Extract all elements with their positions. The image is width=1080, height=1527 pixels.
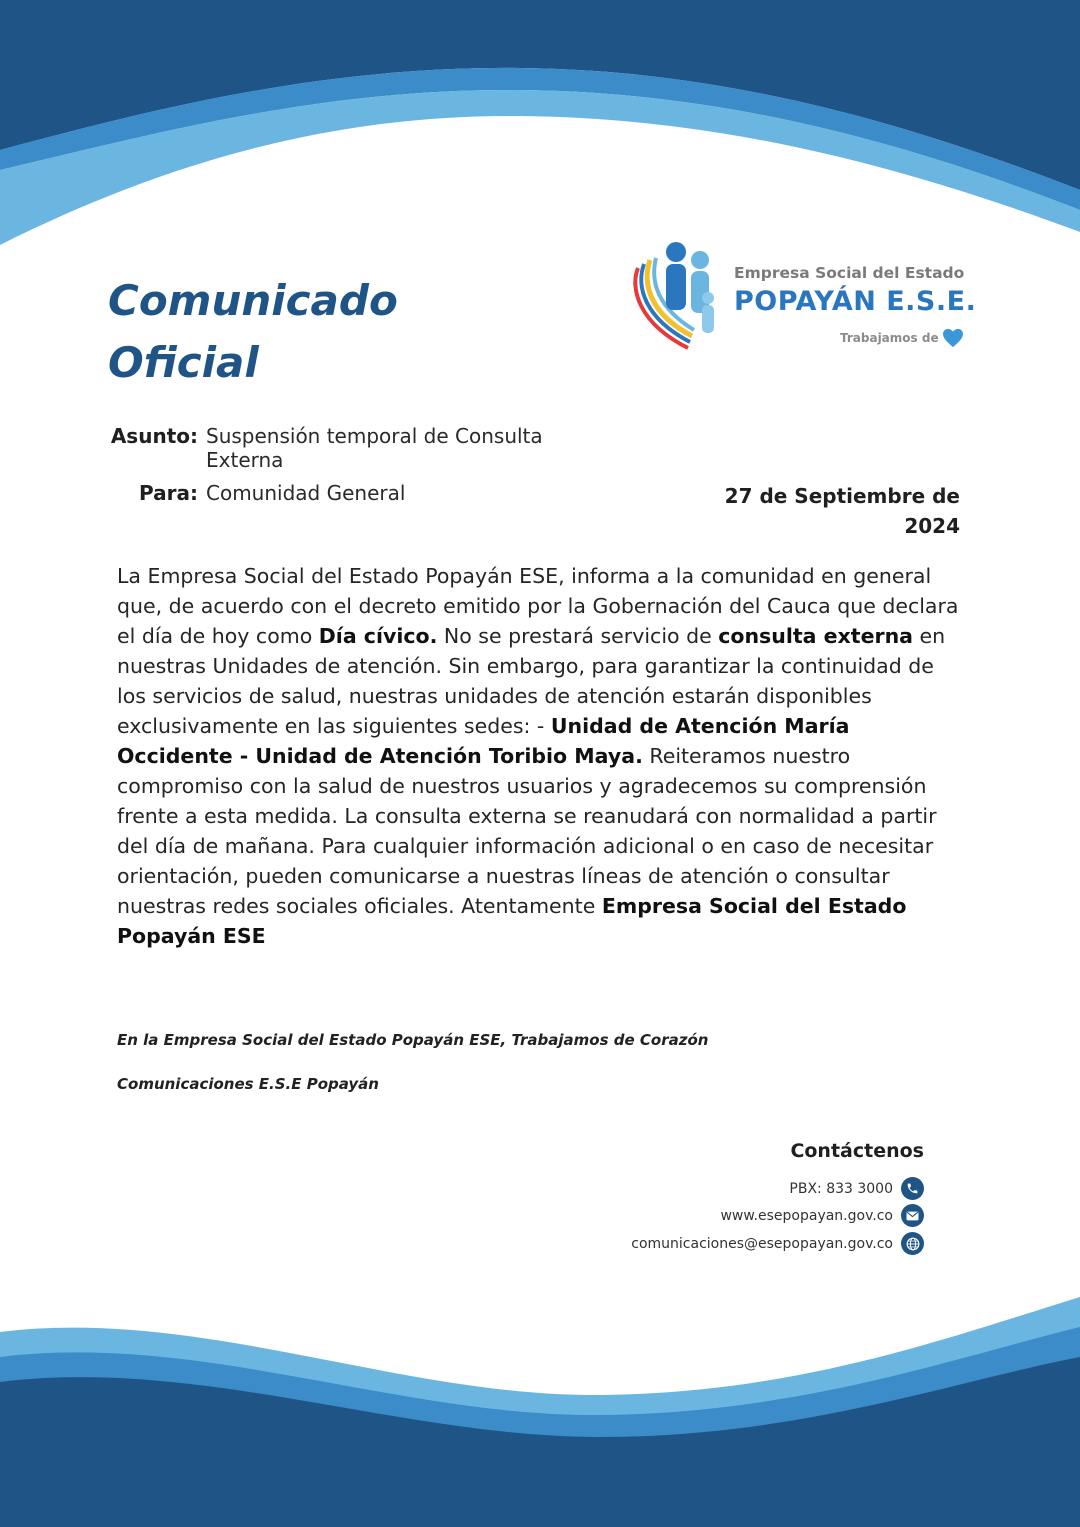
phone-icon [901, 1177, 924, 1200]
globe-icon [901, 1232, 924, 1255]
body-text-4: Reiteramos nuestro compromiso con la salud de nuestros usuarios y agradecemos su comprensión frente a esta medida. La consulta externa se reanudará con normalidad a partir del día de mañana. Para cualquier información adicional o en caso de necesitar orientación, pueden comunicarse a nuestras líneas de atención o consultar nuestras redes sociales oficiales. Atentamente [117, 744, 937, 918]
contact-phone-text: PBX: 833 3000 [789, 1180, 893, 1197]
body-bold-2: consulta externa [718, 624, 914, 648]
subject-value: Suspensión temporal de Consulta Externa [206, 424, 543, 472]
top-wave-decoration [0, 0, 1080, 260]
closing-signature: Comunicaciones E.S.E Popayán [117, 1075, 379, 1093]
body-paragraph [117, 561, 967, 951]
subject-label: Asunto: [110, 424, 198, 448]
body-bold-1: Día cívico. [318, 624, 438, 648]
heart-icon [942, 328, 964, 348]
recipient-row [108, 481, 586, 505]
contact-web-text: www.esepopayan.gov.co [720, 1207, 893, 1224]
closing-slogan: En la Empresa Social del Estado Popayán ESE, Trabajamos de Corazón [117, 1031, 709, 1049]
organization-logo [628, 238, 977, 358]
title-line-2: Oficial [108, 338, 259, 387]
body-text-1: La Empresa Social del Estado Popayán ESE, informa a la comunidad en general que, de acuerdo con el decreto emitido por la Gobernación del Cauca que declara el día de hoy como [117, 564, 959, 648]
mail-icon [901, 1204, 924, 1227]
contact-phone-row [789, 1177, 924, 1200]
body-text-3: en nuestras Unidades de atención. Sin embargo, para garantizar la continuidad de los servicios de salud, nuestras unidades de atención estarán disponibles exclusivamente en las siguientes sedes: - [117, 624, 946, 738]
recipient-label: Para: [139, 481, 198, 505]
body-bold-3: Unidad de Atención María Occidente - Unidad de Atención Toribio Maya. [117, 714, 850, 768]
document-date: 27 de Septiembre de 2024 [724, 484, 960, 538]
bottom-wave-decoration [0, 1287, 1080, 1527]
logo-tagline: Trabajamos de [840, 331, 939, 345]
body-bold-4: Empresa Social del Estado Popayán ESE [117, 894, 907, 948]
family-logo-icon [628, 238, 728, 353]
contact-email-row [631, 1232, 924, 1255]
logo-org-name: POPAYÁN E.S.E. [734, 286, 977, 317]
subject-row [108, 424, 586, 472]
document-title [108, 270, 528, 394]
logo-org-small: Empresa Social del Estado [734, 264, 965, 282]
contact-email-text: comunicaciones@esepopayan.gov.co [631, 1235, 893, 1252]
recipient-value: Comunidad General [206, 481, 406, 505]
contact-web-row [720, 1204, 924, 1227]
body-text-2: No se prestará servicio de [437, 624, 719, 648]
title-line-1: Comunicado [108, 276, 398, 325]
contact-title: Contáctenos [790, 1140, 924, 1162]
